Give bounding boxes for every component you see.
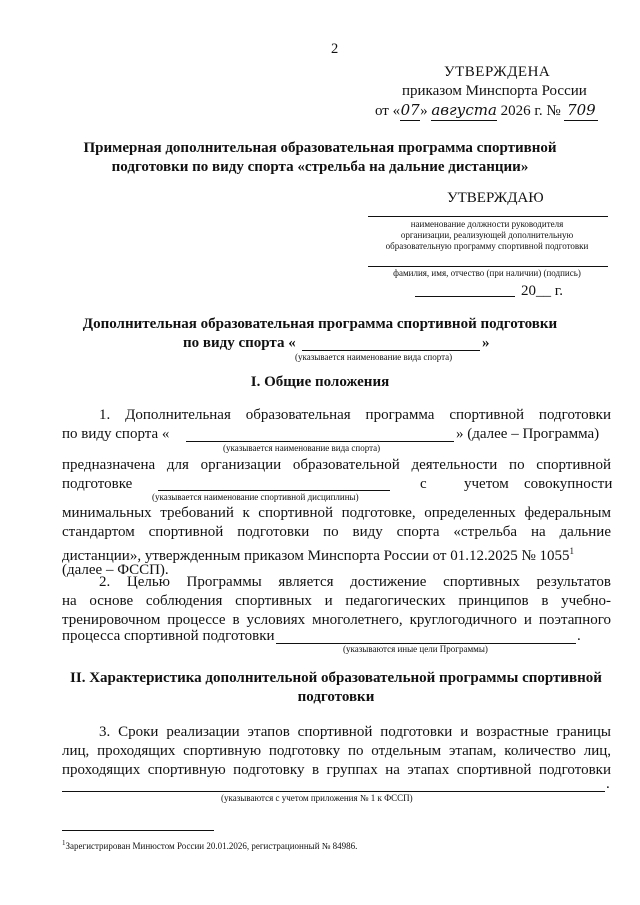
- p1-line2-suffix: » (далее – Программа): [456, 426, 600, 442]
- approval-date-mid: »: [420, 103, 428, 119]
- p1-line1: 1. Дополнительная образовательная программа спортивной подготовки: [99, 407, 611, 423]
- approve-date-line: [415, 296, 515, 297]
- approval-number-handwritten: 709: [564, 100, 598, 121]
- program-sport-line: [302, 350, 480, 351]
- p2-caption-goals: (указываются иные цели Программы): [343, 644, 488, 654]
- section2-heading-line2: подготовки: [297, 689, 375, 705]
- doc-title-line2: подготовки по виду спорта «стрельба на дальние дистанции»: [111, 159, 529, 175]
- p3-line1: 3. Сроки реализации этапов спортивной подготовки и возрастные границы: [99, 724, 611, 740]
- p1-caption-discipline: (указывается наименование спортивной дисциплины): [152, 492, 359, 502]
- p2-line1: 2. Целью Программы является достижение спортивных результатов: [99, 574, 611, 590]
- p1-line4-prefix: подготовке: [62, 476, 133, 492]
- p3-line2: лиц, проходящих спортивную подготовку по отдельным этапам, количество лиц,: [62, 743, 611, 759]
- approve-signature-line: [368, 266, 608, 267]
- p3-caption: (указываются с учетом приложения № 1 к ФССП): [221, 793, 413, 803]
- footnote-separator: [62, 830, 214, 831]
- p1-line4-mid: с: [420, 476, 427, 492]
- approval-order-line: приказом Минспорта России: [402, 83, 587, 99]
- approve-date-suffix: 20__ г.: [521, 283, 563, 299]
- p3-line3: проходящих спортивную подготовку в группах на этапах спортивной подготовки: [62, 762, 611, 778]
- p1-line5: минимальных требований к спортивной подготовке, определенных федеральным: [62, 505, 611, 521]
- approval-day-handwritten: 07: [400, 101, 420, 119]
- approval-date-line: [375, 100, 598, 121]
- page-number: 2: [331, 41, 339, 57]
- approve-caption-4: фамилия, имя, отчество (при наличии) (подпись): [393, 268, 581, 278]
- approve-caption-1: наименование должности руководителя: [410, 219, 564, 229]
- p1-line2-prefix: по виду спорта «: [62, 426, 170, 442]
- approval-date-prefix: от «: [375, 103, 401, 119]
- program-title-line1: Дополнительная образовательная программа спортивной подготовки: [82, 316, 558, 332]
- p3-line4-suffix: .: [606, 776, 610, 792]
- approve-position-line: [368, 216, 608, 217]
- section2-heading-line1: II. Характеристика дополнительной образовательной программы спортивной: [70, 670, 602, 686]
- approval-title: УТВЕРЖДЕНА: [444, 64, 551, 80]
- p1-line4-suffix: совокупности: [524, 476, 613, 492]
- approve-caption-3: образовательную программу спортивной подготовки: [385, 241, 589, 251]
- p3-fill-line: [62, 791, 605, 792]
- p2-line4-prefix: процесса спортивной подготовки: [62, 628, 275, 644]
- p1-line6: стандартом спортивной подготовки по виду спорта «стрельба на дальние: [62, 524, 611, 540]
- approve-title: УТВЕРЖДАЮ: [447, 190, 544, 206]
- p1-discipline-line: [158, 490, 390, 491]
- p1-caption-sport: (указывается наименование вида спорта): [223, 443, 381, 453]
- footnote-mark: 1: [62, 839, 66, 847]
- approve-caption-2: организации, реализующей дополнительную: [400, 230, 574, 240]
- p2-line3: тренировочном процессе в условиях многолетнего, круглогодичного и поэтапного: [62, 612, 611, 628]
- p1-line8: (далее – ФССП).: [62, 562, 169, 578]
- program-title-caption: (указывается наименование вида спорта): [295, 352, 453, 362]
- section1-heading: I. Общие положения: [250, 374, 390, 390]
- p2-line4-suffix: .: [577, 628, 581, 644]
- footnote-text: Зарегистрирован Минюстом России 20.01.2026, регистрационный № 84986.: [65, 841, 358, 851]
- footnote: [62, 838, 357, 852]
- p2-line2: на основе соблюдения спортивных и педагогических принципов в учебно-: [62, 593, 611, 609]
- program-title-line2-prefix: по виду спорта «: [183, 335, 296, 351]
- approval-month-handwritten: августа: [431, 101, 497, 119]
- p1-line4-word: учетом: [464, 476, 509, 492]
- p1-line3: предназначена для организации образовательной деятельности по спортивной: [62, 457, 611, 473]
- program-title-line2-suffix: »: [482, 335, 490, 351]
- p1-footnote-mark[interactable]: 1: [569, 546, 575, 556]
- doc-title-line1: Примерная дополнительная образовательная программа спортивной: [83, 140, 557, 156]
- p1-sport-line: [186, 441, 454, 442]
- approval-year: 2026 г. №: [500, 103, 561, 119]
- p1-line7-text: дистанции», утвержденным приказом Минспорта России от 01.12.2025 № 1055: [62, 548, 570, 564]
